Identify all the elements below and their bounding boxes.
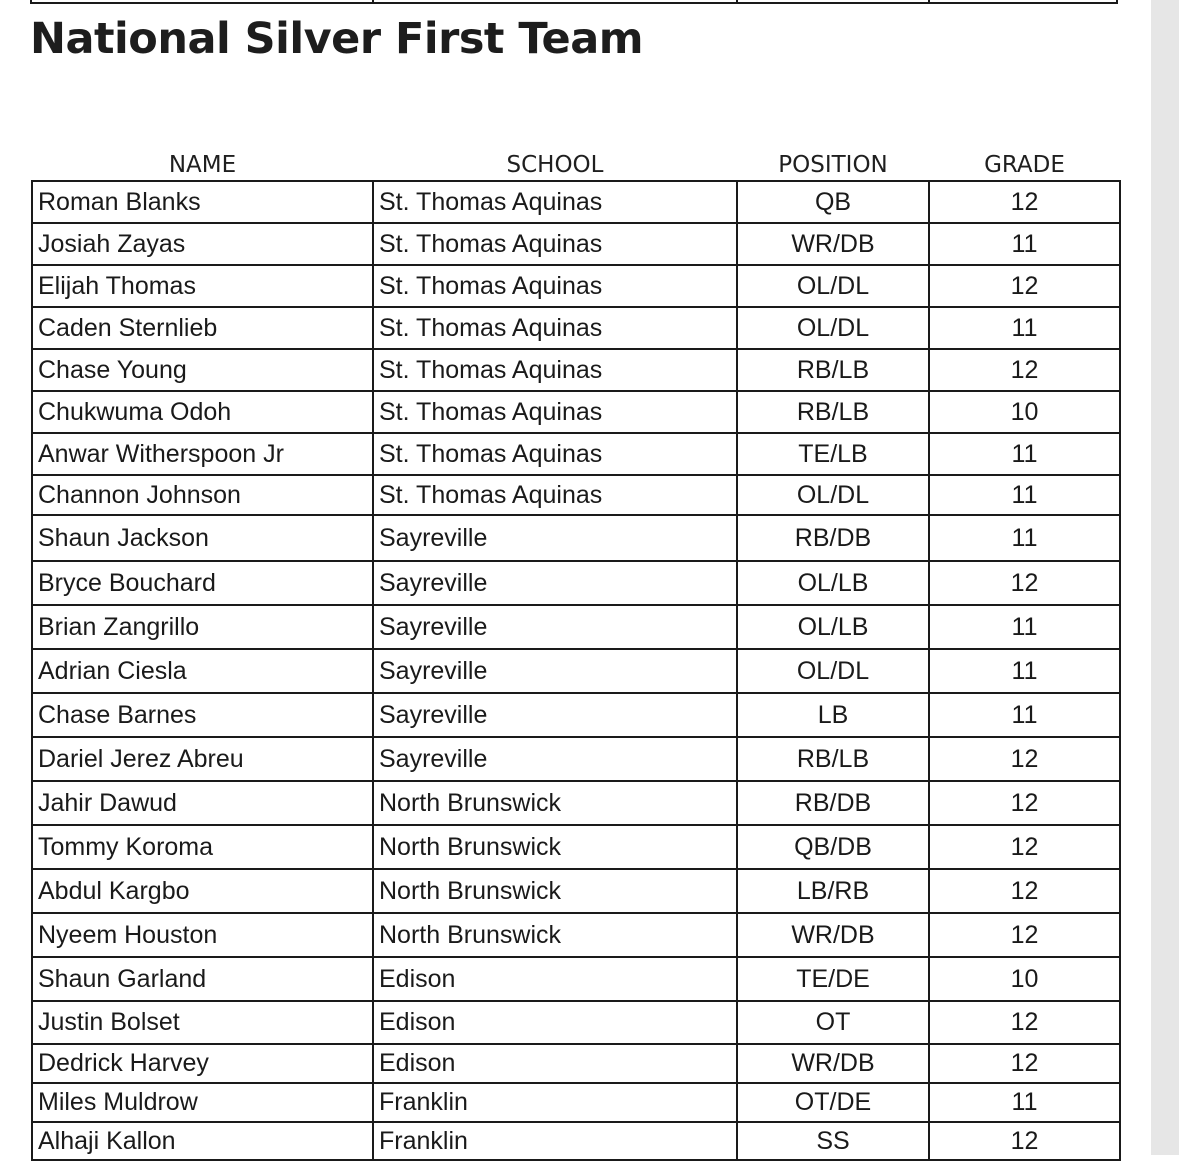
cell-school: St. Thomas Aquinas [373, 475, 737, 515]
cell-name: Chase Young [32, 349, 373, 391]
cell-name: Elijah Thomas [32, 265, 373, 307]
cell-position: OT [737, 1001, 929, 1044]
roster-body [32, 181, 1120, 1160]
cell-grade: 12 [929, 1001, 1120, 1044]
cell-grade: 12 [929, 781, 1120, 825]
table-row [32, 307, 1120, 349]
cell-grade: 12 [929, 913, 1120, 957]
cell-school: Sayreville [373, 737, 737, 781]
table-row [32, 265, 1120, 307]
cell-position: RB/DB [737, 781, 929, 825]
cell-school: North Brunswick [373, 913, 737, 957]
table-row [32, 1044, 1120, 1083]
header-position: POSITION [737, 142, 929, 181]
cell-position: RB/LB [737, 391, 929, 433]
table-row [32, 1083, 1120, 1122]
cell-school: St. Thomas Aquinas [373, 181, 737, 223]
table-row [32, 605, 1120, 649]
cell-school: St. Thomas Aquinas [373, 349, 737, 391]
cell-school: St. Thomas Aquinas [373, 307, 737, 349]
cell-school: Edison [373, 957, 737, 1001]
previous-table-bottom-edge [30, 0, 1118, 4]
cell-name: Miles Muldrow [32, 1083, 373, 1122]
cell-position: TE/DE [737, 957, 929, 1001]
cell-grade: 11 [929, 693, 1120, 737]
cell-position: OL/DL [737, 307, 929, 349]
cell-position: TE/LB [737, 433, 929, 475]
cell-name: Chase Barnes [32, 693, 373, 737]
table-row [32, 693, 1120, 737]
cell-school: Sayreville [373, 605, 737, 649]
cell-school: Edison [373, 1044, 737, 1083]
cell-name: Roman Blanks [32, 181, 373, 223]
cell-grade: 12 [929, 1044, 1120, 1083]
cell-school: Franklin [373, 1122, 737, 1160]
cell-name: Anwar Witherspoon Jr [32, 433, 373, 475]
cell-grade: 11 [929, 307, 1120, 349]
cell-name: Tommy Koroma [32, 825, 373, 869]
cell-grade: 12 [929, 737, 1120, 781]
table-row [32, 433, 1120, 475]
cell-school: Edison [373, 1001, 737, 1044]
roster-table [31, 142, 1121, 1161]
cell-school: St. Thomas Aquinas [373, 223, 737, 265]
cell-position: OL/DL [737, 265, 929, 307]
cell-grade: 11 [929, 1083, 1120, 1122]
cell-grade: 10 [929, 391, 1120, 433]
cell-name: Bryce Bouchard [32, 561, 373, 605]
cell-position: OT/DE [737, 1083, 929, 1122]
table-row [32, 223, 1120, 265]
cell-school: North Brunswick [373, 781, 737, 825]
cell-position: RB/LB [737, 737, 929, 781]
table-row [32, 737, 1120, 781]
cell-position: SS [737, 1122, 929, 1160]
header-school: SCHOOL [373, 142, 737, 181]
header-name: NAME [32, 142, 373, 181]
cell-name: Chukwuma Odoh [32, 391, 373, 433]
cell-grade: 12 [929, 181, 1120, 223]
cell-name: Channon Johnson [32, 475, 373, 515]
cell-school: St. Thomas Aquinas [373, 391, 737, 433]
table-row [32, 475, 1120, 515]
cell-position: OL/LB [737, 561, 929, 605]
cell-school: North Brunswick [373, 825, 737, 869]
cell-grade: 11 [929, 433, 1120, 475]
cell-school: Sayreville [373, 649, 737, 693]
header-row [32, 142, 1120, 181]
page-margin [1151, 0, 1179, 1155]
table-row [32, 561, 1120, 605]
cell-grade: 11 [929, 605, 1120, 649]
cell-position: OL/LB [737, 605, 929, 649]
cell-grade: 12 [929, 825, 1120, 869]
cell-grade: 11 [929, 515, 1120, 561]
table-row [32, 957, 1120, 1001]
table-row [32, 825, 1120, 869]
table-row [32, 181, 1120, 223]
table-row [32, 391, 1120, 433]
table-row [32, 349, 1120, 391]
cell-position: OL/DL [737, 649, 929, 693]
cell-position: OL/DL [737, 475, 929, 515]
cell-position: WR/DB [737, 223, 929, 265]
cell-school: Franklin [373, 1083, 737, 1122]
cell-position: RB/DB [737, 515, 929, 561]
cell-name: Alhaji Kallon [32, 1122, 373, 1160]
table-row [32, 913, 1120, 957]
cell-grade: 11 [929, 649, 1120, 693]
cell-school: Sayreville [373, 561, 737, 605]
cell-school: St. Thomas Aquinas [373, 265, 737, 307]
cell-school: St. Thomas Aquinas [373, 433, 737, 475]
header-grade: GRADE [929, 142, 1120, 181]
cell-name: Justin Bolset [32, 1001, 373, 1044]
cell-grade: 12 [929, 265, 1120, 307]
cell-grade: 12 [929, 869, 1120, 913]
cell-name: Shaun Jackson [32, 515, 373, 561]
cell-name: Josiah Zayas [32, 223, 373, 265]
cell-school: North Brunswick [373, 869, 737, 913]
cell-position: QB/DB [737, 825, 929, 869]
cell-grade: 10 [929, 957, 1120, 1001]
cell-name: Nyeem Houston [32, 913, 373, 957]
cell-name: Dariel Jerez Abreu [32, 737, 373, 781]
table-row [32, 1001, 1120, 1044]
cell-name: Caden Sternlieb [32, 307, 373, 349]
cell-name: Abdul Kargbo [32, 869, 373, 913]
cell-position: LB/RB [737, 869, 929, 913]
table-row [32, 781, 1120, 825]
cell-grade: 11 [929, 475, 1120, 515]
cell-position: RB/LB [737, 349, 929, 391]
table-row [32, 869, 1120, 913]
table-row [32, 649, 1120, 693]
cell-school: Sayreville [373, 693, 737, 737]
cell-position: WR/DB [737, 913, 929, 957]
cell-name: Shaun Garland [32, 957, 373, 1001]
cell-grade: 11 [929, 223, 1120, 265]
cell-grade: 12 [929, 349, 1120, 391]
cell-name: Dedrick Harvey [32, 1044, 373, 1083]
cell-grade: 12 [929, 1122, 1120, 1160]
cell-name: Brian Zangrillo [32, 605, 373, 649]
cell-position: QB [737, 181, 929, 223]
cell-grade: 12 [929, 561, 1120, 605]
cell-school: Sayreville [373, 515, 737, 561]
cell-position: WR/DB [737, 1044, 929, 1083]
cell-position: LB [737, 693, 929, 737]
table-row [32, 515, 1120, 561]
cell-name: Jahir Dawud [32, 781, 373, 825]
table-row [32, 1122, 1120, 1160]
cell-name: Adrian Ciesla [32, 649, 373, 693]
page-title: National Silver First Team [30, 14, 644, 64]
